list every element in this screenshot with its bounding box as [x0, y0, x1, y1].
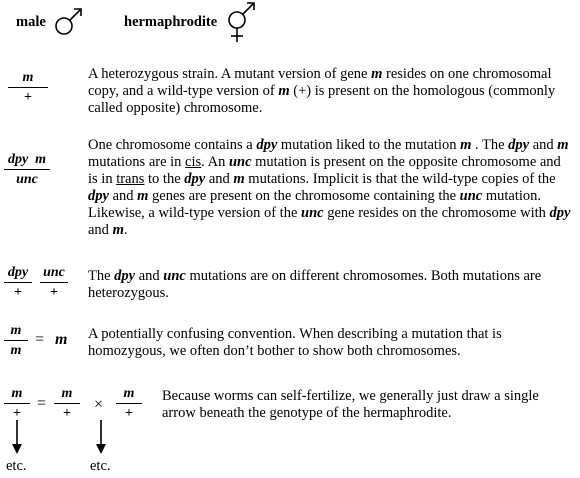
genotype-top: m — [54, 386, 80, 404]
genotype-row2 — [4, 152, 50, 187]
genotype-row5-right — [116, 386, 142, 421]
genotype-bottom: + — [125, 406, 133, 421]
genotype-bottom: m — [10, 343, 22, 358]
genotype-bottom: + — [50, 285, 58, 300]
male-symbol-icon — [54, 4, 86, 36]
down-arrow-icon — [95, 420, 107, 456]
genotype-row5-mid — [54, 386, 80, 421]
etc-label: etc. — [90, 458, 111, 474]
genotype-row5-left — [4, 386, 30, 421]
genotype-top: unc — [40, 265, 68, 283]
equals-sign: = — [35, 331, 45, 348]
genotype-bottom: + — [13, 406, 21, 421]
cross-sign: × — [94, 396, 104, 413]
row3-description: The dpy and unc mutations are on different chromosomes. Both mutations are heterozygous. — [88, 268, 542, 301]
genotype-result: m — [55, 331, 68, 348]
equals-sign: = — [37, 395, 47, 412]
hermaphrodite-label: hermaphrodite — [124, 14, 218, 30]
hermaphrodite-symbol-icon — [225, 0, 259, 44]
row5-description: Because worms can self-fertilize, we generally just draw a single arrow beneath the genotype of the hermaphrodite. — [162, 388, 539, 421]
row1-description: A heterozygous strain. A mutant version of gene m resides on one chromosomal copy, and a wild-type version of m (+) is present on the homologous (commonly called opposite) chromosome. — [88, 66, 556, 116]
genotype-bottom: unc — [16, 172, 38, 187]
genotype-bottom: + — [24, 90, 32, 105]
genotype-top: m — [4, 323, 28, 341]
genotype-row3-dpy — [4, 265, 32, 300]
genotype-row4 — [4, 323, 28, 358]
male-label: male — [16, 14, 46, 30]
genotype-top: dpy — [4, 265, 32, 283]
row4-description: A potentially confusing convention. When describing a mutation that is homozygous, we often don’t bother to show both chromosomes. — [88, 326, 502, 359]
genotype-row1 — [8, 70, 48, 105]
genotype-top: m — [4, 386, 30, 404]
genotype-bottom: + — [63, 406, 71, 421]
etc-label: etc. — [6, 458, 27, 474]
genotype-bottom: + — [14, 285, 22, 300]
genotype-top: m — [8, 70, 48, 88]
down-arrow-icon — [11, 420, 23, 456]
row2-description: One chromosome contains a dpy mutation liked to the mutation m . The dpy and m mutations are in cis. An unc mutation is present on the opposite chromosome and is in trans to the dpy and m mutations. Implicit is that the wild-type copies of the dpy and m genes are present on the chromosome containing the unc mutation. Likewise, a wild-type version of the unc gene resides on the chromosome with dpy and m. — [88, 137, 571, 238]
genotype-top: m — [116, 386, 142, 404]
genotype-top: dpy m — [4, 152, 50, 170]
genotype-row3-unc — [40, 265, 68, 300]
